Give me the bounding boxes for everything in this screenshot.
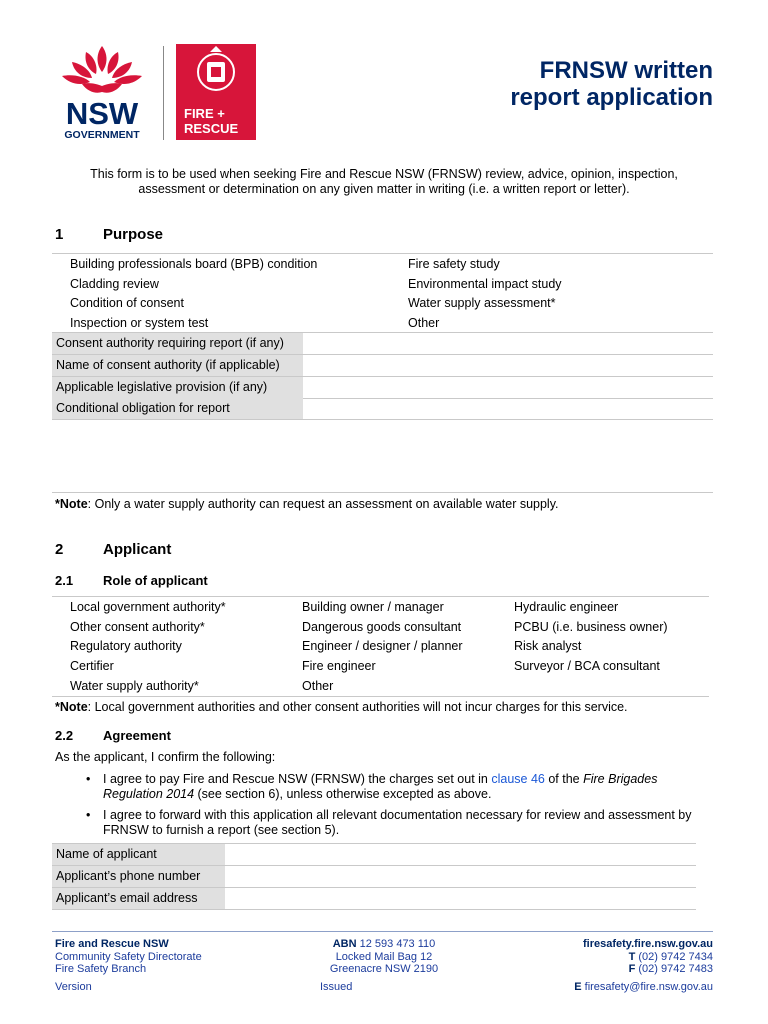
footer-right — [574, 938, 713, 993]
purpose-options-left — [70, 255, 317, 334]
section-2-heading — [55, 541, 171, 558]
field-label: Name of applicant — [52, 844, 225, 865]
conditional-obligation-field[interactable] — [52, 398, 713, 420]
footer-website[interactable]: firesafety.fire.nsw.gov.au — [582, 938, 713, 950]
footer-org: Fire and Rescue NSW — [55, 938, 169, 950]
subsection-title: Agreement — [103, 728, 171, 743]
role-option[interactable]: Water supply authority* — [70, 678, 199, 693]
role-option[interactable]: PCBU (i.e. business owner) — [514, 619, 668, 634]
applicant-phone-field[interactable] — [52, 866, 696, 888]
clause-46-link[interactable]: clause 46 — [491, 772, 545, 786]
field-label: Consent authority requiring report (if any) — [52, 333, 303, 354]
divider — [52, 596, 709, 597]
footer-fax: (02) 9742 7483 — [638, 963, 713, 975]
role-option[interactable]: Other consent authority* — [70, 619, 205, 634]
fire-rescue-logo — [176, 44, 256, 140]
footer-phone: (02) 9742 7434 — [638, 950, 713, 963]
footer-phone-label: T — [628, 950, 636, 963]
role-options-col3 — [514, 598, 668, 677]
footer-center — [300, 938, 468, 993]
divider — [52, 696, 709, 697]
purpose-option[interactable]: Water supply assessment* — [408, 296, 556, 311]
footer-addr1: Locked Mail Bag 12 — [335, 950, 433, 963]
role-option[interactable]: Engineer / designer / planner — [302, 639, 463, 654]
purpose-option[interactable]: Other — [408, 316, 440, 331]
footer-email[interactable]: firesafety@fire.nsw.gov.au — [584, 980, 713, 993]
role-options-col1 — [70, 598, 226, 696]
agreement-list — [76, 772, 716, 844]
consent-authority-name-field[interactable] — [52, 355, 713, 377]
field-label: Name of consent authority (if applicable) — [52, 355, 303, 376]
logo-fire-line2: RESCUE — [184, 121, 239, 136]
logo-nsw-text: NSW — [65, 96, 139, 131]
agreement-item: • I agree to pay Fire and Rescue NSW (FRNSW) the charges set out in clause 46 of the Fire Brigades Regulation 2014 (see section 6), unless otherwise excepted as above. — [86, 772, 658, 801]
intro-text: This form is to be used when seeking Fire and Rescue NSW (FRNSW) review, advice, opinion, inspection, assessment or determination on any given matter in writing (i.e. a written report or letter). — [90, 167, 678, 196]
purpose-options-right — [408, 255, 562, 334]
field-label: Applicant’s email address — [52, 888, 225, 909]
agreement-item: • I agree to forward with this application all relevant documentation necessary for review and assessment by FRNSW to furnish a report (see section 5). — [86, 808, 692, 837]
role-option[interactable]: Risk analyst — [514, 639, 582, 654]
role-option[interactable]: Regulatory authority — [70, 639, 182, 654]
footer-addr2: Greenacre NSW 2190 — [329, 963, 439, 975]
purpose-option[interactable]: Environmental impact study — [408, 276, 562, 291]
title-line-1: FRNSW written — [539, 57, 713, 84]
applicant-email-field[interactable] — [52, 888, 696, 910]
subsection-number: 2.1 — [55, 573, 74, 588]
section-title: Purpose — [103, 226, 164, 243]
consent-authority-field[interactable] — [52, 333, 713, 355]
footer-version: Version — [55, 980, 92, 993]
title-line-2: report application — [510, 84, 713, 111]
logo-government-text: GOVERNMENT — [64, 129, 140, 141]
role-option[interactable]: Local government authority* — [70, 600, 226, 614]
role-options-col2 — [302, 598, 463, 696]
note-label: *Note — [55, 700, 88, 714]
fire-rescue-crest-icon — [176, 44, 256, 140]
bullet-icon: • — [86, 808, 91, 822]
role-option[interactable]: Other — [302, 678, 334, 693]
purpose-note — [55, 497, 559, 511]
role-option[interactable]: Certifier — [70, 659, 114, 674]
legislative-provision-field[interactable] — [52, 377, 713, 399]
bullet-icon: • — [86, 772, 91, 786]
role-option[interactable]: Hydraulic engineer — [514, 600, 619, 614]
purpose-option[interactable]: Fire safety study — [408, 257, 500, 271]
field-label: Applicant’s phone number — [52, 866, 225, 887]
note-text: : Local government authorities and other consent authorities will not incur charges for this service. — [87, 700, 628, 714]
logo-divider — [163, 46, 164, 140]
footer-issued: Issued — [320, 980, 353, 993]
footer-fax-label: F — [628, 963, 636, 975]
role-note — [55, 700, 628, 714]
footer-divider — [52, 931, 713, 932]
purpose-option[interactable]: Building professionals board (BPB) condition — [70, 257, 318, 271]
role-option[interactable]: Surveyor / BCA consultant — [514, 659, 660, 674]
subsection-2-1-heading — [55, 573, 208, 588]
subsection-2-2-heading — [55, 728, 171, 743]
footer-abn-value: 12 593 473 110 — [359, 938, 436, 950]
role-option[interactable]: Dangerous goods consultant — [302, 619, 462, 634]
section-number: 1 — [55, 226, 64, 243]
section-number: 2 — [55, 541, 64, 558]
subsection-number: 2.2 — [55, 728, 74, 743]
footer-branch: Fire Safety Branch — [55, 963, 147, 975]
role-option[interactable]: Building owner / manager — [302, 600, 444, 614]
applicant-name-field[interactable] — [52, 844, 696, 866]
waratah-icon — [62, 46, 142, 93]
logo-fire-line1: FIRE + — [184, 106, 225, 121]
footer-email-label: E — [574, 980, 582, 993]
agreement-intro: As the applicant, I confirm the following: — [55, 750, 276, 764]
footer-abn-label: ABN — [332, 938, 357, 950]
role-option[interactable]: Fire engineer — [302, 659, 376, 674]
purpose-option[interactable]: Cladding review — [70, 276, 159, 291]
footer-dept: Community Safety Directorate — [55, 950, 202, 963]
subsection-title: Role of applicant — [103, 573, 208, 588]
page-title — [433, 57, 713, 111]
divider — [52, 492, 713, 493]
divider — [52, 253, 713, 254]
section-title: Applicant — [103, 541, 172, 558]
purpose-option[interactable]: Condition of consent — [70, 296, 184, 311]
section-1-heading — [55, 226, 163, 243]
nsw-government-logo — [52, 42, 152, 142]
field-label: Conditional obligation for report — [52, 398, 303, 419]
note-label: *Note — [55, 497, 88, 511]
purpose-option[interactable]: Inspection or system test — [70, 316, 209, 331]
field-label: Applicable legislative provision (if any) — [52, 377, 303, 398]
note-text: : Only a water supply authority can request an assessment on available water supply. — [87, 497, 559, 511]
footer-left — [55, 938, 202, 993]
